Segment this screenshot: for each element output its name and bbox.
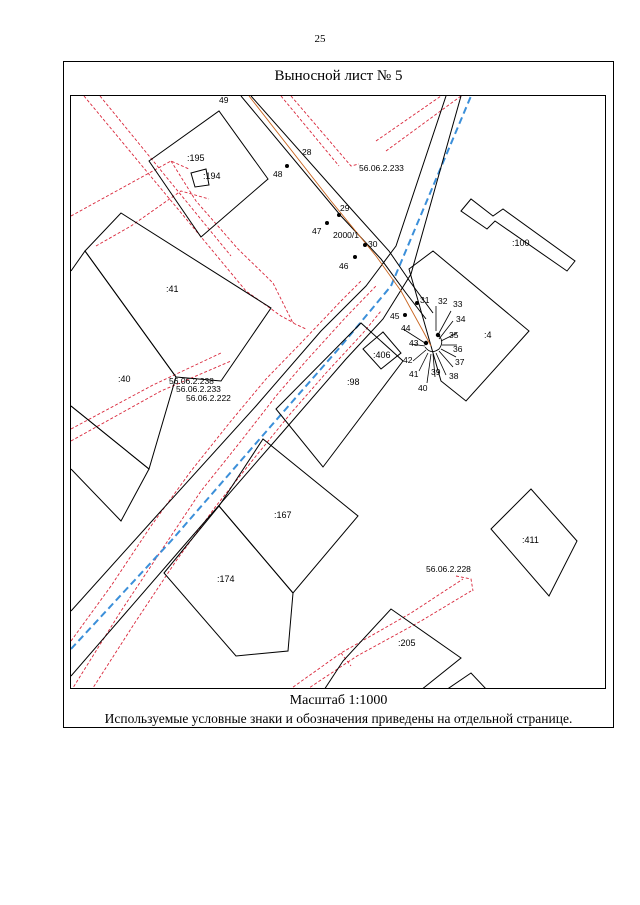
object-label: 2000/1 bbox=[333, 230, 359, 240]
point-marker bbox=[415, 301, 419, 305]
zone-boundary bbox=[71, 161, 189, 216]
parcel-205 bbox=[324, 609, 461, 689]
point-number: 34 bbox=[456, 314, 466, 324]
point-number: 44 bbox=[401, 323, 411, 333]
point-number: 31 bbox=[420, 295, 430, 305]
point-number: 49 bbox=[219, 96, 229, 105]
point-number: 32 bbox=[438, 296, 448, 306]
zone-boundary bbox=[386, 96, 461, 151]
legend-note: Используемые условные знаки и обозначения приведены на отдельной странице. bbox=[104, 711, 573, 726]
map-frame bbox=[70, 95, 606, 689]
point-number: 48 bbox=[273, 169, 283, 179]
parcel-label: :205 bbox=[398, 638, 416, 648]
utility-line bbox=[249, 96, 431, 346]
parcel-label: :40 bbox=[118, 374, 131, 384]
point-number: 36 bbox=[453, 344, 463, 354]
zone-label: 56.06.2.233 bbox=[176, 384, 221, 394]
parcel-100 bbox=[461, 199, 575, 271]
zone-boundary bbox=[341, 653, 351, 666]
point-number: 45 bbox=[390, 311, 400, 321]
point-number: 37 bbox=[455, 357, 465, 367]
parcel-40-lower bbox=[71, 406, 149, 521]
point-marker bbox=[363, 243, 367, 247]
cadastral-map bbox=[71, 96, 606, 689]
parcel-label: :406 bbox=[373, 350, 391, 360]
point-number: 30 bbox=[368, 239, 378, 249]
point-number: 40 bbox=[418, 383, 428, 393]
parcel-label: :194 bbox=[203, 171, 221, 181]
parcel-label: :411 bbox=[522, 535, 539, 545]
point-marker bbox=[403, 313, 407, 317]
zone-boundary bbox=[84, 96, 294, 323]
parcel-41 bbox=[85, 213, 271, 381]
zone-boundary bbox=[376, 96, 441, 141]
parcel-label: :195 bbox=[187, 153, 205, 163]
point-marker bbox=[285, 164, 289, 168]
street-line bbox=[241, 96, 426, 319]
point-number: 47 bbox=[312, 226, 322, 236]
zone-boundary bbox=[96, 191, 209, 246]
zone-boundary bbox=[306, 591, 471, 689]
point-marker bbox=[337, 213, 341, 217]
point-number: 38 bbox=[449, 371, 459, 381]
parcel-label: :174 bbox=[217, 574, 235, 584]
road-edge bbox=[71, 96, 461, 676]
zone-label: 56.06.2.233 bbox=[359, 163, 404, 173]
parcel-label: :98 bbox=[347, 377, 360, 387]
leader-line bbox=[419, 353, 428, 371]
zone-boundary bbox=[71, 286, 376, 689]
zone-label: 56.06.2.222 bbox=[186, 393, 231, 403]
page-number: 25 bbox=[314, 33, 326, 45]
zone-boundary bbox=[289, 579, 463, 689]
point-number: 33 bbox=[453, 299, 463, 309]
leader-line bbox=[413, 350, 426, 361]
point-number: 41 bbox=[409, 369, 419, 379]
sheet-title: Выносной лист № 5 bbox=[274, 68, 403, 84]
zone-boundaries bbox=[71, 96, 473, 689]
parcel-label: :4 bbox=[484, 330, 492, 340]
zone-label: 56.06.2.238 bbox=[169, 376, 214, 386]
point-number: 39 bbox=[431, 367, 441, 377]
parcel-40 bbox=[71, 251, 176, 469]
parcel-label: :167 bbox=[274, 510, 292, 520]
zone-boundary bbox=[456, 576, 473, 591]
point-number: 46 bbox=[339, 261, 349, 271]
map-scale: Масштаб 1:1000 bbox=[289, 693, 388, 708]
parcel-label: :100 bbox=[512, 238, 530, 248]
point-number: 29 bbox=[340, 203, 350, 213]
parcel-outlines bbox=[71, 96, 577, 689]
parcel-label: :41 bbox=[166, 284, 179, 294]
zone-label: 56.06.2.228 bbox=[426, 564, 471, 574]
zone-boundary bbox=[171, 161, 306, 329]
point-number: 28 bbox=[302, 147, 312, 157]
parcel-4 bbox=[409, 251, 529, 401]
point-marker bbox=[353, 255, 357, 259]
parcel-98 bbox=[276, 323, 403, 467]
point-number: 35 bbox=[449, 330, 459, 340]
parcel-extra bbox=[446, 673, 487, 689]
point-number: 43 bbox=[409, 338, 419, 348]
point-marker bbox=[325, 221, 329, 225]
point-number: 42 bbox=[403, 355, 413, 365]
